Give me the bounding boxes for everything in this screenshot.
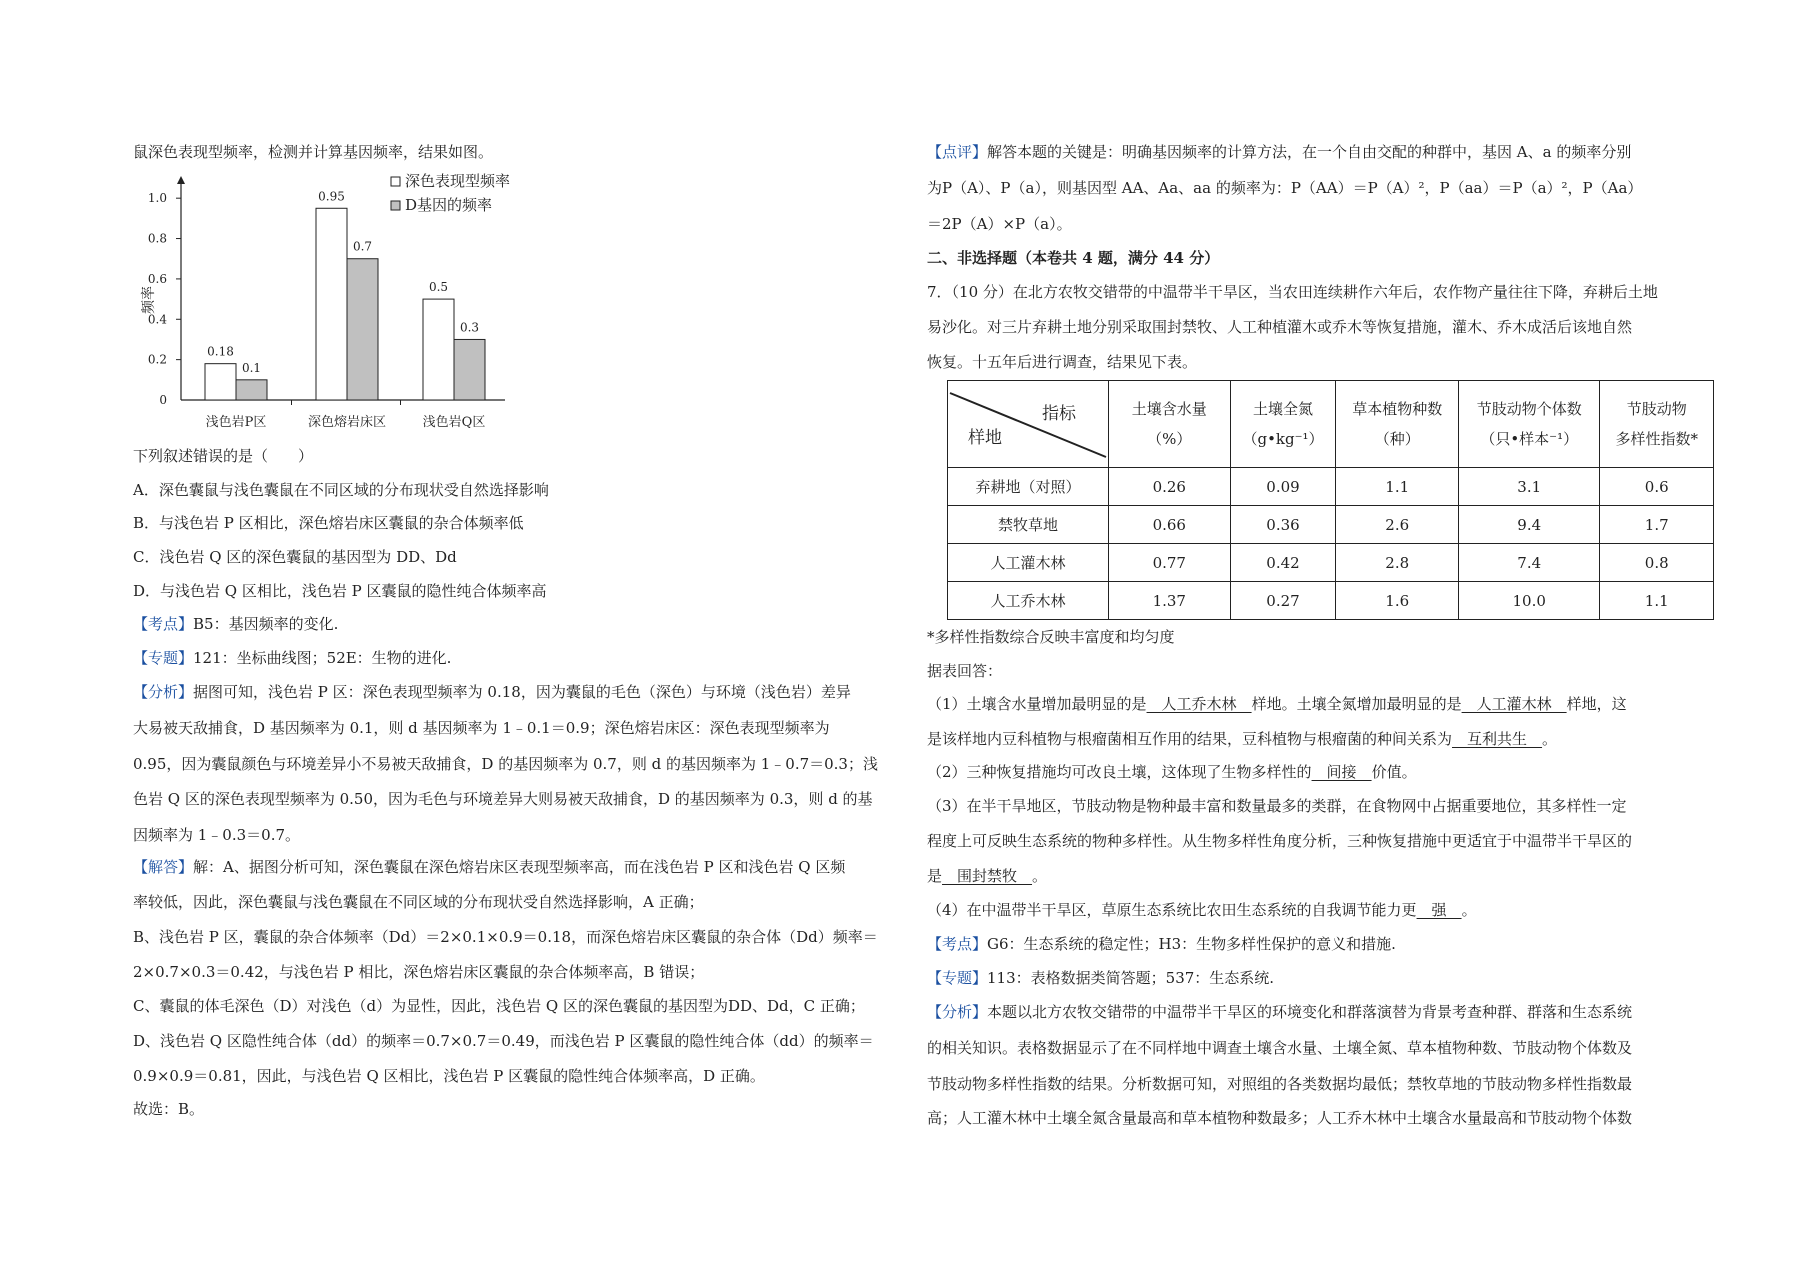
table-cell: 人工乔木林 (948, 582, 1109, 620)
fenxi-line-3: 0.95，因为囊鼠颜色与环境差异小不易被天敌捕食，D 的基因频率为 0.7，则 d 的基因频率为 1﹣0.7＝0.3；浅 (133, 755, 878, 773)
intro-text: 鼠深色表现型频率，检测并计算基因频率，结果如图。 (133, 143, 494, 161)
table-cell: 2.8 (1336, 544, 1459, 582)
r-fenxi-line-4: 高；人工灌木林中土壤全氮含量最高和草本植物种数最多；人工乔木林中土壤含水量最高和节肢动物个体数 (927, 1109, 1633, 1127)
answer-3-line-3: 是 围封禁牧 。 (927, 867, 1048, 885)
jieda-line-6: D、浅色岩 Q 区隐性纯合体（dd）的频率＝0.7×0.7＝0.49，而浅色岩 P 区囊鼠的隐性纯合体（dd）的频率＝ (133, 1032, 874, 1050)
zhuanti-tag: 【专题】 (133, 649, 194, 667)
table-cell: 0.42 (1230, 544, 1336, 582)
jieda-line-4: 2×0.7×0.3＝0.42，与浅色岩 P 相比，深色熔岩床区囊鼠的杂合体频率高，B 错误； (133, 963, 705, 981)
table-cell: 0.8 (1600, 544, 1714, 582)
jieda-line-8: 故选：B。 (133, 1100, 205, 1118)
answer-blank: 围封禁牧 (942, 867, 1033, 885)
bar (347, 259, 378, 400)
answer-1-line-2: 是该样地内豆科植物与根瘤菌相互作用的结果，豆科植物与根瘤菌的种间关系为 互利共生 。 (927, 730, 1558, 748)
jieda-text: 解：A、据图分析可知，深色囊鼠在深色熔岩床区表现型频率高，而在浅色岩 P 区和浅色岩 Q 区频 (193, 858, 846, 876)
r-zhuanti-line (927, 968, 1274, 988)
data-label: 0.95 (318, 189, 345, 204)
x-tick-label: 浅色岩P区 (205, 415, 267, 430)
fenxi-line-1 (133, 682, 851, 702)
data-table (947, 380, 1714, 620)
jieda-line-7: 0.9×0.9＝0.81，因此，与浅色岩 Q 区相比，浅色岩 P 区囊鼠的隐性纯合体频率高，D 正确。 (133, 1067, 765, 1085)
dianping-line-2: 为P（A）、P（a），则基因型 AA、Aa、aa 的频率为：P（AA）＝P（A）²，P（aa）＝P（a）²，P（Aa） (927, 179, 1643, 197)
table-row (948, 544, 1714, 582)
zhuanti-line (133, 648, 451, 668)
kaodian-text: G6：生态系统的稳定性；H3：生物多样性保护的意义和措施. (987, 935, 1396, 953)
legend-swatch (391, 177, 400, 186)
data-label: 0.18 (207, 344, 234, 359)
table-header-row (948, 381, 1714, 468)
fenxi-line-4: 色岩 Q 区的深色表现型频率为 0.50，因为毛色与环境差异大则易被天敌捕食，D 的基因频率为 0.3，则 d 的基 (133, 790, 873, 808)
legend-label: D基因的频率 (405, 196, 493, 214)
option-d: D．与浅色岩 Q 区相比，浅色岩 P 区囊鼠的隐性纯合体频率高 (133, 582, 547, 600)
dianping-tag: 【点评】 (927, 143, 988, 161)
q7-line-2: 易沙化。对三片弃耕土地分别采取围封禁牧、人工种植灌木或乔木等恢复措施，灌木、乔木成活后该地自然 (927, 318, 1633, 336)
answer-1-line-1: （1）土壤含水量增加最明显的是 人工乔木林 样地。土壤全氮增加最明显的是 人工灌木林 样地，这 (927, 695, 1627, 713)
y-tick-label: 1.0 (147, 191, 167, 206)
dianping-text: 解答本题的关键是：明确基因频率的计算方法，在一个自由交配的种群中，基因 A、a 的频率分别 (987, 143, 1632, 161)
kaodian-tag: 【考点】 (927, 935, 988, 953)
y-axis-label: 频率 (141, 286, 157, 314)
answer-blank: 互利共生 (1452, 730, 1543, 748)
y-tick-label: 0.6 (147, 271, 167, 286)
r-fenxi-line-2: 的相关知识。表格数据显示了在不同样地中调查土壤含水量、土壤全氮、草本植物种数、节肢动物个体数及 (927, 1039, 1633, 1057)
jieda-line-3: B、浅色岩 P 区，囊鼠的杂合体频率（Dd）＝2×0.1×0.9＝0.18，而深色熔岩床区囊鼠的杂合体（Dd）频率＝ (133, 928, 878, 946)
table-cell: 禁牧草地 (948, 506, 1109, 544)
r-kaodian-line (927, 934, 1396, 954)
kaodian-text: B5：基因频率的变化. (193, 615, 339, 633)
table-cell: 3.1 (1459, 468, 1600, 506)
zhuanti-text: 113：表格数据类简答题；537：生态系统. (987, 969, 1275, 987)
table-cell: 0.77 (1109, 544, 1231, 582)
y-tick-label: 0.2 (147, 352, 167, 367)
bar (316, 208, 347, 400)
answer-blank: 间接 (1311, 763, 1372, 781)
jieda-line-5: C、囊鼠的体毛深色（D）对浅色（d）为显性，因此，浅色岩 Q 区的深色囊鼠的基因型为DD、Dd，C 正确； (133, 997, 865, 1015)
bar (236, 380, 267, 400)
option-a: A．深色囊鼠与浅色囊鼠在不同区域的分布现状受自然选择影响 (133, 481, 549, 499)
r-fenxi-line-1 (927, 1002, 1632, 1022)
data-label: 0.3 (459, 320, 480, 335)
data-label: 0.1 (241, 360, 262, 375)
table-cell: 弃耕地（对照） (948, 468, 1109, 506)
answer-blank: 人工灌木林 (1461, 695, 1567, 713)
q7-line-1: 7．（10 分）在北方农牧交错带的中温带半干旱区，当农田连续耕作六年后，农作物产量往往下降，弃耕后土地 (927, 283, 1658, 301)
table-cell: 0.66 (1109, 506, 1231, 544)
fenxi-text: 本题以北方农牧交错带的中温带半干旱区的环境变化和群落演替为背景考查种群、群落和生态系统 (987, 1003, 1633, 1021)
answer-2: （2）三种恢复措施均可改良土壤，这体现了生物多样性的 间接 价值。 (927, 763, 1417, 781)
table-header-cell: 草本植物种数 （种） (1336, 381, 1459, 468)
table-row (948, 582, 1714, 620)
x-tick-label: 浅色岩Q区 (422, 415, 486, 430)
table-header-cell: 土壤含水量 （%） (1109, 381, 1231, 468)
y-tick-label: 0.8 (147, 231, 167, 246)
kaodian-tag: 【考点】 (133, 615, 194, 633)
jieda-line-1 (133, 857, 845, 877)
zhuanti-tag: 【专题】 (927, 969, 988, 987)
table-cell: 0.26 (1109, 468, 1231, 506)
dianping-line-3: ＝2P（A）×P（a）。 (927, 215, 1072, 233)
table-cell: 1.6 (1336, 582, 1459, 620)
y-tick-label: 0.4 (147, 312, 167, 327)
answer-4: （4）在中温带半干旱区，草原生态系统比农田生态系统的自我调节能力更 强 。 (927, 901, 1477, 919)
table-cell: 1.37 (1109, 582, 1231, 620)
data-label: 0.5 (428, 280, 449, 295)
table-row (948, 468, 1714, 506)
fenxi-line-5: 因频率为 1﹣0.3＝0.7。 (133, 826, 301, 844)
table-header-cell: 土壤全氮 （g•kg⁻¹） (1230, 381, 1336, 468)
answer-intro: 据表回答： (927, 662, 1003, 680)
answer-3-line-1: （3）在半干旱地区，节肢动物是物种最丰富和数量最多的类群，在食物网中占据重要地位，其多样性一定 (927, 797, 1627, 815)
jieda-tag: 【解答】 (133, 858, 194, 876)
table-corner-cell (948, 381, 1109, 468)
section-title: 二、非选择题（本卷共 4 题，满分 44 分） (927, 249, 1220, 267)
table-cell: 10.0 (1459, 582, 1600, 620)
table-cell: 人工灌木林 (948, 544, 1109, 582)
table-cell: 7.4 (1459, 544, 1600, 582)
answer-blank: 强 (1416, 901, 1462, 919)
jieda-line-2: 率较低，因此，深色囊鼠与浅色囊鼠在不同区域的分布现状受自然选择影响，A 正确； (133, 893, 704, 911)
table-cell: 1.7 (1600, 506, 1714, 544)
fenxi-line-2: 大易被天敌捕食，D 基因频率为 0.1，则 d 基因频率为 1﹣0.1＝0.9；深色熔岩床区：深色表现型频率为 (133, 719, 830, 737)
fenxi-text: 据图可知，浅色岩 P 区：深色表现型频率为 0.18，因为囊鼠的毛色（深色）与环境（浅色岩）差异 (193, 683, 851, 701)
table-cell: 0.09 (1230, 468, 1336, 506)
table-cell: 1.1 (1336, 468, 1459, 506)
zhuanti-text: 121：坐标曲线图；52E：生物的进化. (193, 649, 452, 667)
table-cell: 2.6 (1336, 506, 1459, 544)
bar (205, 364, 236, 400)
data-label: 0.7 (352, 239, 373, 254)
table-cell: 0.27 (1230, 582, 1336, 620)
table-header-cell: 节肢动物 多样性指数* (1600, 381, 1714, 468)
table-cell: 1.1 (1600, 582, 1714, 620)
x-tick-label: 深色熔岩床区 (307, 415, 387, 430)
table-header-cell: 节肢动物个体数 （只•样本⁻¹） (1459, 381, 1600, 468)
fenxi-tag: 【分析】 (133, 683, 194, 701)
option-c: C．浅色岩 Q 区的深色囊鼠的基因型为 DD、Dd (133, 548, 457, 566)
bar-chart (123, 168, 543, 436)
answer-3-line-2: 程度上可反映生态系统的物种多样性。从生物多样性角度分析，三种恢复措施中更适宜于中温带半干旱区的 (927, 832, 1633, 850)
legend-label: 深色表现型频率 (405, 172, 511, 190)
bar (423, 299, 454, 400)
answer-blank: 人工乔木林 (1146, 695, 1252, 713)
question-stem: 下列叙述错误的是（ ） (133, 447, 314, 465)
q7-line-3: 恢复。十五年后进行调查，结果见下表。 (927, 353, 1198, 371)
y-axis-arrow (177, 176, 185, 184)
table-row (948, 506, 1714, 544)
r-fenxi-line-3: 节肢动物多样性指数的结果。分析数据可知，对照组的各类数据均最低；禁牧草地的节肢动物多样性指数最 (927, 1075, 1633, 1093)
kaodian-line (133, 614, 338, 634)
fenxi-tag: 【分析】 (927, 1003, 988, 1021)
y-tick-label: 0 (159, 393, 167, 407)
corner-label-bottom: 样地 (968, 428, 1002, 448)
corner-label-top: 指标 (1042, 404, 1076, 424)
bar (454, 339, 485, 400)
dianping-line-1 (927, 142, 1631, 162)
legend-swatch (391, 201, 400, 210)
option-b: B．与浅色岩 P 区相比，深色熔岩床区囊鼠的杂合体频率低 (133, 514, 524, 532)
table-cell: 9.4 (1459, 506, 1600, 544)
table-cell: 0.6 (1600, 468, 1714, 506)
table-note: *多样性指数综合反映丰富度和均匀度 (927, 628, 1175, 646)
table-cell: 0.36 (1230, 506, 1336, 544)
